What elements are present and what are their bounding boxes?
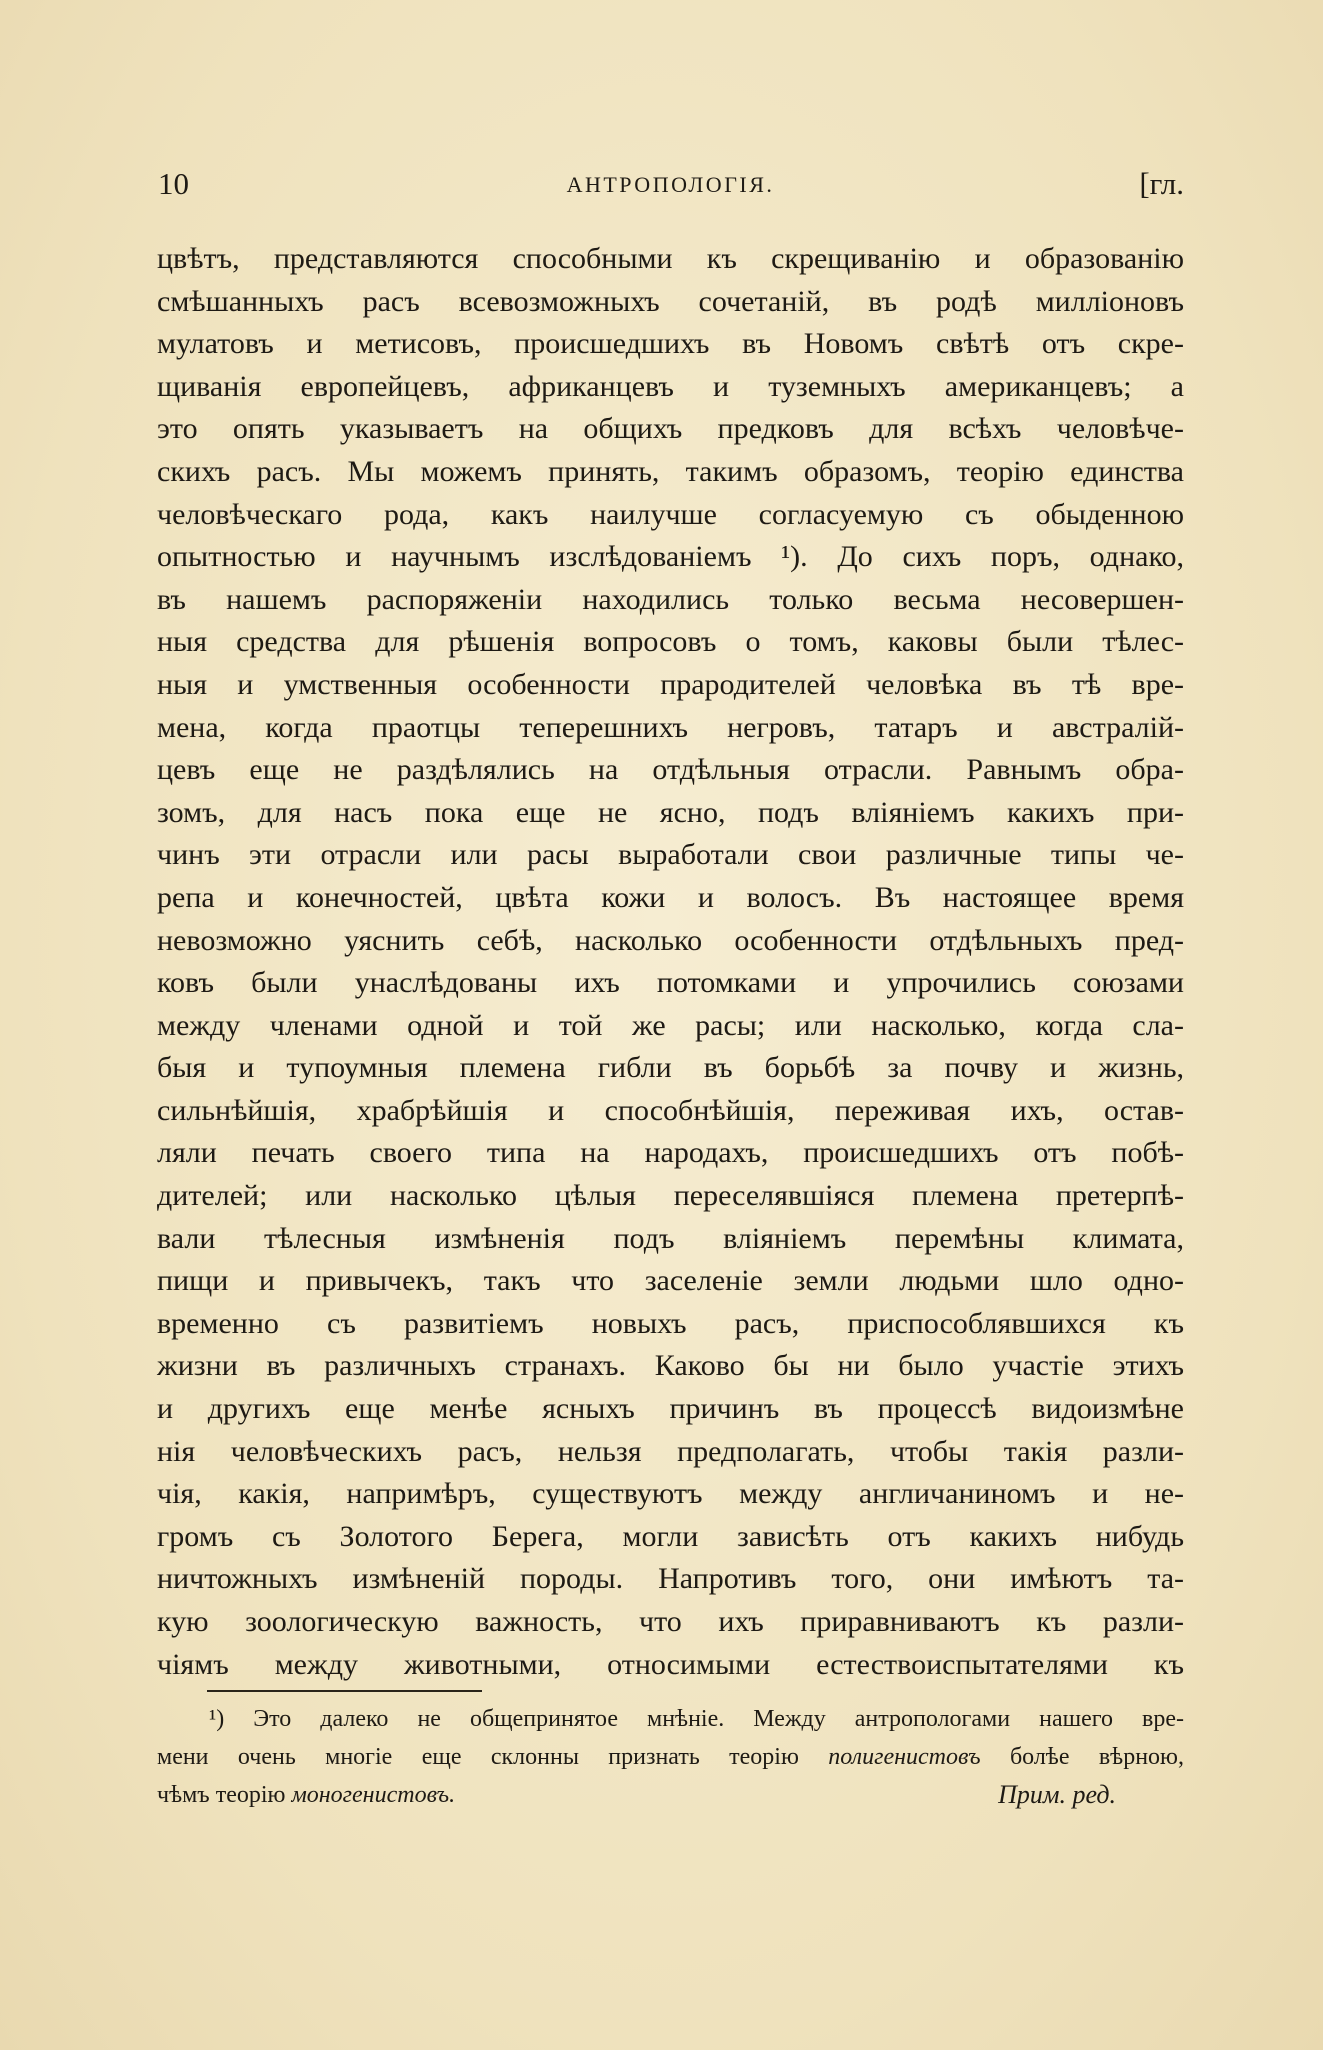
text-line: зомъ, для насъ пока еще не ясно, подъ вліяніемъ какихъ при- bbox=[157, 795, 1184, 829]
footnote-line bbox=[157, 1776, 1184, 1814]
footnote-text: Это далеко не общепринятое мнѣніе. Между антропологами нашего вре- bbox=[253, 1706, 1184, 1732]
text-line: быя и тупоумныя племена гибли въ борьбѣ за почву и жизнь, bbox=[157, 1051, 1184, 1085]
footnote-term: моногенистовъ. bbox=[291, 1782, 456, 1808]
text-line: скихъ расъ. Мы можемъ принять, такимъ образомъ, теорію единства bbox=[157, 454, 1184, 488]
text-line: невозможно уяснить себѣ, насколько особенности отдѣльныхъ пред- bbox=[157, 923, 1184, 957]
text-line: кую зоологическую важность, что ихъ приравниваютъ къ разли- bbox=[157, 1605, 1184, 1638]
text-line: ковъ были унаслѣдованы ихъ потомками и упрочились союзами bbox=[157, 966, 1184, 1000]
footnote-line bbox=[157, 1700, 1184, 1738]
text-line: чіямъ между животными, относимыми естествоиспытателями къ bbox=[157, 1647, 1184, 1681]
text-line: человѣческаго рода, какъ наилучше согласуемую съ обыденною bbox=[157, 497, 1184, 531]
text-line: чія, какія, напримѣръ, существуютъ между англичаниномъ и не- bbox=[157, 1477, 1184, 1511]
text-line: опытностью и научнымъ изслѣдованіемъ ¹). До сихъ поръ, однако, bbox=[157, 540, 1184, 574]
text-line: цвѣтъ, представляются способными къ скрещиванію и образованію bbox=[157, 242, 1184, 275]
editor-note-signature: Прим. ред. bbox=[998, 1780, 1116, 1809]
footnote-line bbox=[157, 1738, 1184, 1776]
footnote-text-wrap bbox=[157, 1776, 455, 1814]
footnote-rule bbox=[207, 1690, 482, 1692]
text-line: дителей; или насколько цѣлыя переселявшіяся племена претерпѣ- bbox=[157, 1179, 1184, 1213]
text-line: ляли печать своего типа на народахъ, происшедшихъ отъ побѣ- bbox=[157, 1136, 1184, 1170]
page-number: 10 bbox=[158, 166, 189, 201]
chapter-reference: [гл. bbox=[1139, 166, 1184, 201]
text-line: это опять указываетъ на общихъ предковъ для всѣхъ человѣче- bbox=[157, 412, 1184, 446]
text-line: репа и конечностей, цвѣта кожи и волосъ. Въ настоящее время bbox=[157, 880, 1184, 914]
text-line: смѣшанныхъ расъ всевозможныхъ сочетаній, въ родѣ милліоновъ bbox=[157, 284, 1184, 318]
footnote bbox=[157, 1700, 1184, 1814]
text-line: щиванія европейцевъ, африканцевъ и туземныхъ американцевъ; а bbox=[157, 369, 1184, 403]
running-title: АНТРОПОЛОГІЯ. bbox=[566, 172, 775, 197]
body-text bbox=[157, 238, 1184, 1686]
text-line: сильнѣйшія, храбрѣйшія и способнѣйшія, переживая ихъ, остав- bbox=[157, 1093, 1184, 1127]
text-line: чинъ эти отрасли или расы выработали свои различные типы че- bbox=[157, 838, 1184, 872]
text-line: временно съ развитіемъ новыхъ расъ, приспособлявшихся къ bbox=[157, 1306, 1184, 1340]
footnote-text: чѣмъ теорію bbox=[157, 1782, 286, 1808]
text-line: нія человѣческихъ расъ, нельзя предполагать, чтобы такія разли- bbox=[157, 1434, 1184, 1468]
footnote-text: мени очень многіе еще склонны признать теорію bbox=[157, 1744, 799, 1770]
running-head bbox=[157, 160, 1184, 200]
text-line: мулатовъ и метисовъ, происшедшихъ въ Новомъ свѣтѣ отъ скре- bbox=[157, 327, 1184, 361]
text-line: ничтожныхъ измѣненій породы. Напротивъ того, они имѣютъ та- bbox=[157, 1562, 1184, 1596]
text-line: громъ съ Золотого Берега, могли зависѣть отъ какихъ нибудь bbox=[157, 1519, 1184, 1553]
footnote-term: полигенистовъ bbox=[828, 1744, 981, 1770]
text-line: цевъ еще не раздѣлялись на отдѣльныя отрасли. Равнымъ обра- bbox=[157, 753, 1184, 787]
text-line: въ нашемъ распоряженіи находились только весьма несовершен- bbox=[157, 582, 1184, 616]
text-line: пищи и привычекъ, такъ что заселеніе земли людьми шло одно- bbox=[157, 1264, 1184, 1298]
text-line: ныя и умственныя особенности прародителей человѣка въ тѣ вре- bbox=[157, 667, 1184, 701]
footnote-text: болѣе вѣрною, bbox=[1009, 1744, 1184, 1770]
book-page bbox=[157, 160, 1184, 1809]
text-line: и другихъ еще менѣе ясныхъ причинъ въ процессѣ видоизмѣне bbox=[157, 1392, 1184, 1426]
text-line: между членами одной и той же расы; или насколько, когда сла- bbox=[157, 1008, 1184, 1042]
text-line: мена, когда праотцы теперешнихъ негровъ, татаръ и австралій- bbox=[157, 710, 1184, 744]
text-line: жизни въ различныхъ странахъ. Каково бы ни было участіе этихъ bbox=[157, 1349, 1184, 1383]
text-line: ныя средства для рѣшенія вопросовъ о томъ, каковы были тѣлес- bbox=[157, 625, 1184, 659]
footnote-marker: ¹) bbox=[209, 1706, 225, 1732]
text-line: вали тѣлесныя измѣненія подъ вліяніемъ перемѣны климата, bbox=[157, 1221, 1184, 1255]
